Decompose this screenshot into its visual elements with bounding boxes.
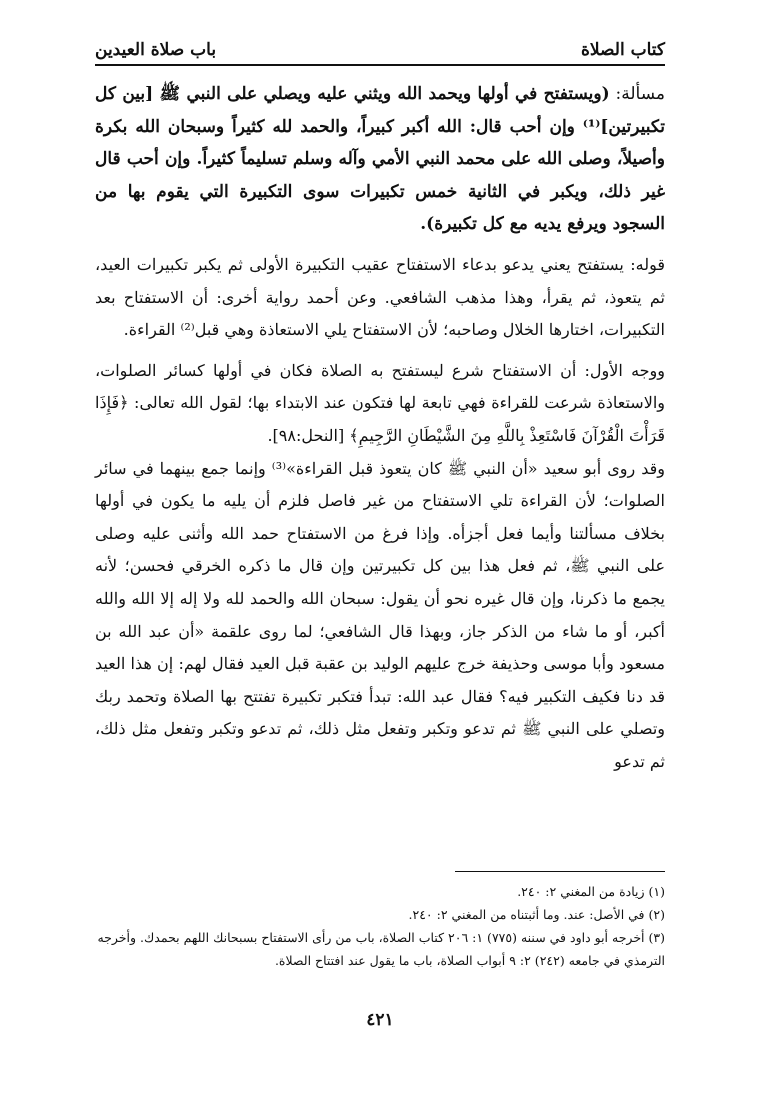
paragraph-1: قوله: يستفتح يعني يدعو بدعاء الاستفتاح عقيب التكبيرة الأولى ثم يكبر تكبيرات العيد، ثم يتعوذ، ثم يقرأ، وهذا مذهب الشافعي. وعن أحمد رواية أخرى: أن الاستفتاح بعد التكبيرات، اختارها الخلال وصاحبه؛ لأن الاستفتاح يلي الاستعاذة وهي قبل⁽²⁾ القراءة. <box>95 254 665 340</box>
running-header <box>95 28 665 60</box>
paragraph-2: ووجه الأول: أن الاستفتاح شرع ليستفتح به الصلاة فكان في أولها كسائر الصلوات، والاستعاذة شرعت للقراءة فهي تابعة لها فتكون عند الابتداء بها؛ لقول الله تعالى: ﴿فَإِذَا قَرَأْتَ الْقُرْآنَ فَاسْتَعِذْ بِاللَّهِ مِنَ الشَّيْطَانِ الرَّجِيمِ﴾ [النحل:٩٨]. <box>95 360 665 445</box>
issue-text: (ويستفتح في أولها ويحمد الله ويثني عليه ويصلي على النبي ﷺ [بين كل تكبيرتين]⁽¹⁾ وإن أحب قال: الله أكبر كبيراً، والحمد لله كثيراً وسبحان الله بكرة وأصيلاً، وصلى الله على محمد النبي الأمي وآله وسلم تسليماً كثيراً. وإن أحب قال غير ذلك، ويكبر في الثانية خمس تكبيرات سوى التكبيرة التي يقوم بها من السجود ويرفع يديه مع كل تكبيرة). <box>95 84 665 235</box>
footnote-1: (١) زيادة من المغني ٢: ٢٤٠. <box>517 884 665 899</box>
footnote-2: (٢) في الأصل: عند. وما أثبتناه من المغني ٢: ٢٤٠. <box>408 907 665 922</box>
paragraph-3: وقد روى أبو سعيد «أن النبي ﷺ كان يتعوذ قبل القراءة»⁽³⁾ وإنما جمع بينهما في سائر الصلوات؛ لأن القراءة تلي الاستفتاح من غير فاصل فلزم أن يليه ما يكون في أولها بخلاف مسألتنا وأيما فعل أجزأه. وإذا فرغ من الاستفتاح حمد الله وأثنى عليه وصلى على النبي ﷺ، ثم فعل هذا بين كل تكبيرتين وإن قال ما ذكره الخرقي فحسن؛ لأنه يجمع ما ذكرنا، وإن قال غيره نحو أن يقول: سبحان الله والحمد لله ولا إله إلا الله والله أكبر، أو ما شاء من الذكر جاز، وبهذا قال الشافعي؛ لما روى علقمة «أن عبد الله بن مسعود وأبا موسى وحذيفة خرج عليهم الوليد بن عقبة قبل العيد فقال لهم: إن هذا العيد قد دنا فكيف التكبير فيه؟ فقال عبد الله: تبدأ فتكبر تكبيرة تفتتح بها الصلاة وتحمد ربك وتصلي على النبي ﷺ ثم تدعو وتكبر وتفعل مثل ذلك، ثم تدعو وتكبر وتفعل مثل ذلك، ثم تدعو <box>95 458 666 771</box>
page-number: ٤٢١ <box>366 1010 394 1030</box>
footnote-3: (٣) أخرجه أبو داود في سننه (٧٧٥) ١: ٢٠٦ كتاب الصلاة، باب من رأى الاستفتاح بسبحانك اللهم بحمدك. وأخرجه الترمذي في جامعه (٢٤٢) ٢: ٩ أبواب الصلاة، باب ما يقول عند افتتاح الصلاة. <box>97 930 665 968</box>
issue-paragraph <box>95 78 665 241</box>
header-book-title: كتاب الصلاة <box>580 40 665 60</box>
footnote-rule <box>455 871 665 872</box>
header-rule <box>95 64 665 66</box>
issue-label: مسألة: <box>615 84 665 104</box>
footnotes <box>95 880 665 972</box>
main-text <box>95 78 665 778</box>
header-chapter-title: باب صلاة العيدين <box>95 40 217 60</box>
